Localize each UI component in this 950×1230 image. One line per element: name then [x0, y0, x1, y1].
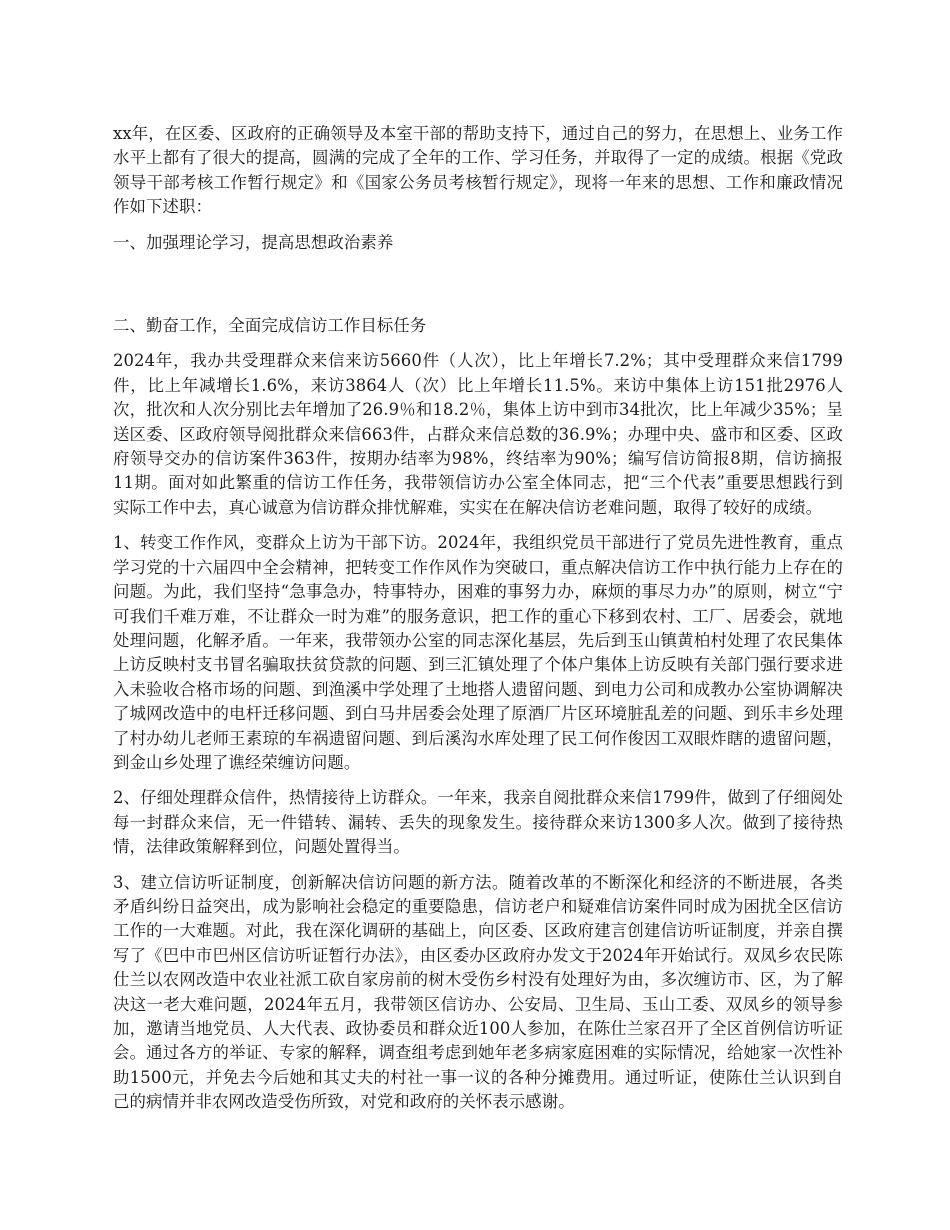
item-1-paragraph: 1、转变工作作风，变群众上访为干部下访。2024年，我组织党员干部进行了党员先进性教育，重点学习党的十六届四中全会精神，把转变工作作风作为突破口，重点解决信访工作中执行能力上存在的问题。为此，我们坚持“急事急办，特事特办，困难的事努力办，麻烦的事尽力办”的原则，树立“宁可我们千难万难，不让群众一时为难”的服务意识，把工作的重心下移到农村、工厂、居委会，就地处理问题，化解矛盾。一年来，我带领办公室的同志深化基层，先后到玉山镇黄柏村处理了农民集体上访反映村支书冒名骗取扶贫贷款的问题、到三汇镇处理了个体户集体上访反映有关部门强行要求进入未验收合格市场的问题、到渔溪中学处理了土地搭人遗留问题、到电力公司和成教办公室协调解决了城网改造中的电杆迁移问题、到白马井居委会处理了原酒厂片区环境脏乱差的问题、到乐丰乡处理了村办幼儿老师王素琼的车祸遗留问题、到后溪沟水库处理了民工何作俊因工双眼炸瞎的遗留问题，到金山乡处理了谯经荣缠访问题。	[113, 533, 843, 772]
document-body	[113, 122, 843, 1115]
statistics-paragraph: 2024年，我办共受理群众来信来访5660件（人次），比上年增长7.2%；其中受理群众来信1799件，比上年减增长1.6%，来访3864人（次）比上年增长11.5%。来访中集体上访151批2976人次，批次和人次分别比去年增加了26.9％和18.2％，集体上访中到市34批次，比上年减少35%；呈送区委、区政府领导阅批群众来信663件，占群众来信总数的36.9%；办理中央、盛市和区委、区政府领导交办的信访案件363件，按期办结率为98%，终结率为90%；编写信访简报8期，信访摘报11期。面对如此繁重的信访工作任务，我带领信访办公室全体同志，把“三个代表”重要思想践行到实际工作中去，真心诚意为信访群众排忧解难，实实在在解决信访老难问题，取得了较好的成绩。	[113, 351, 843, 517]
item-2-paragraph: 2、仔细处理群众信件，热情接待上访群众。一年来，我亲自阅批群众来信1799件，做到了仔细阅处每一封群众来信，无一件错转、漏转、丢失的现象发生。接待群众来访1300多人次。做到了接待热情，法律政策解释到位，问题处置得当。	[113, 788, 843, 857]
section-heading-2: 二、勤奋工作，全面完成信访工作目标任务	[113, 316, 427, 336]
section-heading-1: 一、加强理论学习，提高思想政治素养	[113, 232, 394, 252]
item-3-paragraph: 3、建立信访听证制度，创新解决信访问题的新方法。随着改革的不断深化和经济的不断进展，各类矛盾纠纷日益突出，成为影响社会稳定的重要隐患，信访老户和疑难信访案件同时成为困扰全区信访工作的一大难题。对此，我在深化调研的基础上，向区委、区政府建言创建信访听证制度，并亲自撰写了《巴中市巴州区信访听证暂行办法》，由区委办区政府办发文于2024年开始试行。双凤乡农民陈仕兰以农网改造中农业社派工砍自家房前的树木受伤乡村没有处理好为由，多次缠访市、区，为了解决这一老大难问题，2024年五月，我带领区信访办、公安局、卫生局、玉山工委、双凤乡的领导参加，邀请当地党员、人大代表、政协委员和群众近100人参加，在陈仕兰家召开了全区首例信访听证会。通过各方的举证、专家的解释，调查组考虑到她年老多病家庭困难的实际情况，给她家一次性补助1500元，并免去今后她和其丈夫的村社一事一议的各种分摊费用。通过听证，使陈仕兰认识到自己的病情并非农网改造受伤所致，对党和政府的关怀表示感谢。	[113, 872, 843, 1112]
intro-paragraph: xx年，在区委、区政府的正确领导及本室干部的帮助支持下，通过自己的努力，在思想上、业务工作水平上都有了很大的提高，圆满的完成了全年的工作、学习任务，并取得了一定的成绩。根据《党政领导干部考核工作暂行规定》和《国家公务员考核暂行规定》，现将一年来的思想、工作和廉政情况作如下述职：	[113, 124, 843, 217]
